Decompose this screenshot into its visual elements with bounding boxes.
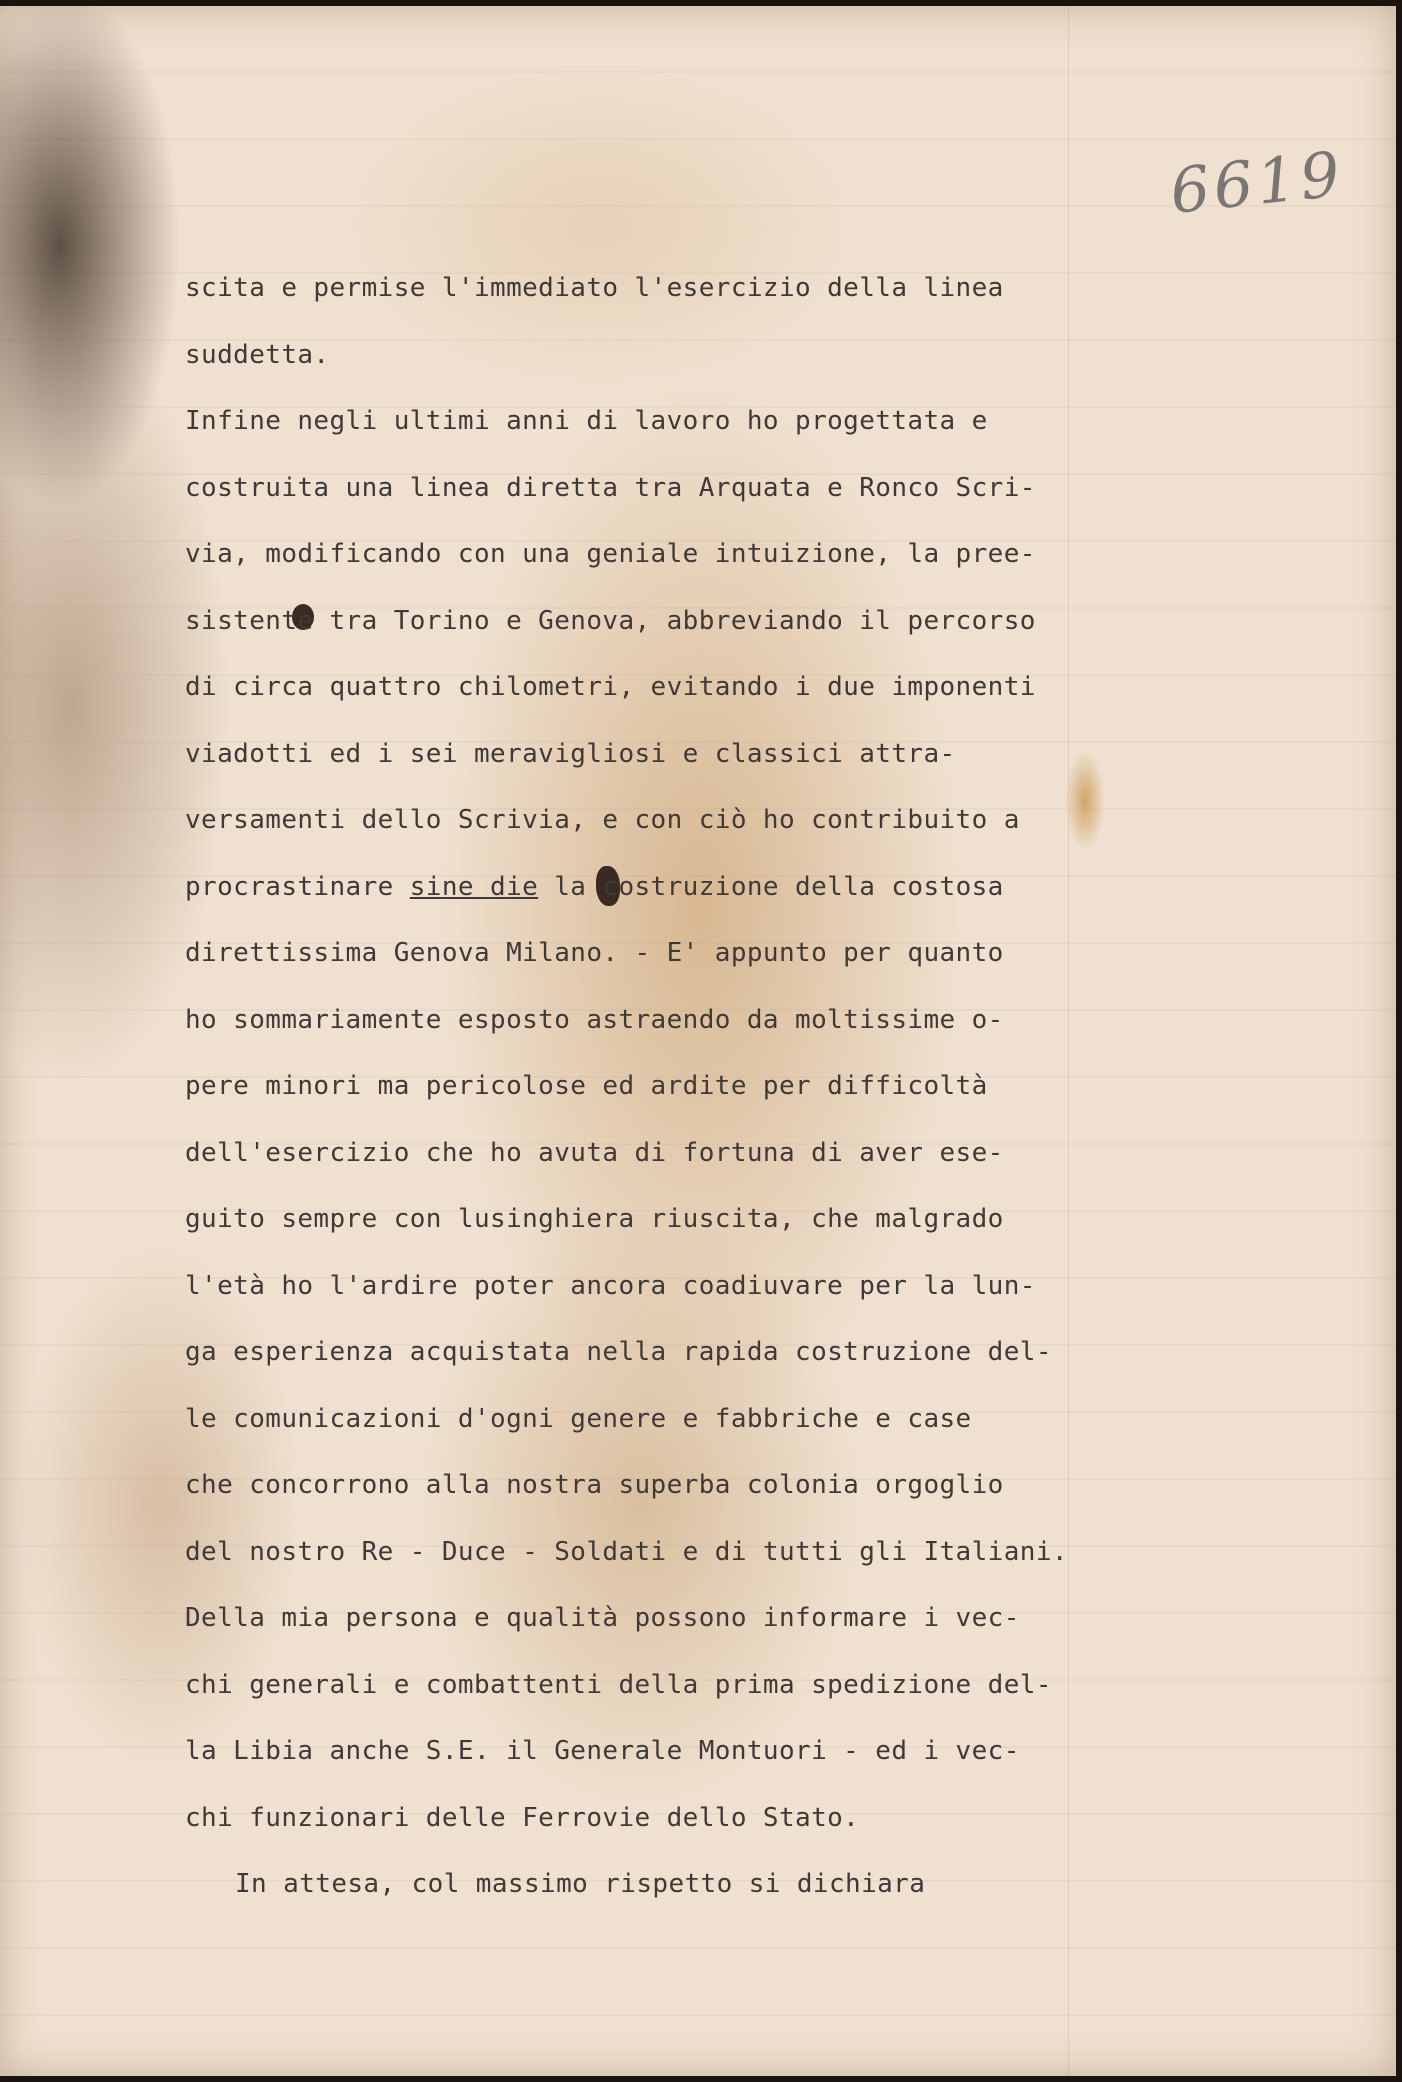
text-line: scita e permise l'immediato l'esercizio della linea: [185, 273, 1004, 303]
text-line: chi funzionari delle Ferrovie dello Stato.: [185, 1802, 860, 1833]
text-line: costruita una linea diretta tra Arquata e Ronco Scri-: [185, 472, 1036, 503]
closing-line: In attesa, col massimo rispetto si dichiara: [235, 1869, 926, 1899]
text-line: direttissima Genova Milano. - E' appunto per quanto: [185, 938, 1004, 968]
text-line: l'età ho l'ardire poter ancora coadiuvare per la lun-: [185, 1270, 1036, 1301]
text-line: viadotti ed i sei meravigliosi e classici attra-: [185, 738, 956, 769]
text-line: di circa quattro chilometri, evitando i due imponenti: [185, 672, 1036, 702]
handwritten-page-number: 6619: [1166, 137, 1348, 228]
text-line: ho sommariamente esposto astraendo da moltissime o-: [185, 1004, 1004, 1035]
text-line: sistente tra Torino e Genova, abbreviando il percorso: [185, 605, 1036, 636]
text-line: la Libia anche S.E. il Generale Montuori - ed i vec-: [185, 1736, 1020, 1766]
text-line: versamenti dello Scrivia, e con ciò ho contribuito a: [185, 805, 1020, 835]
text-line: via, modificando con una geniale intuizione, la pree-: [185, 539, 1036, 569]
text-line: pere minori ma pericolose ed ardite per difficoltà: [185, 1071, 988, 1101]
text-segment: la costruzione della costosa: [538, 871, 1004, 902]
text-line: le comunicazioni d'ogni genere e fabbriche e case: [185, 1403, 972, 1434]
text-line: ga esperienza acquistata nella rapida costruzione del-: [185, 1337, 1052, 1367]
text-line: suddetta.: [185, 339, 330, 370]
text-line: guito sempre con lusinghiera riuscita, che malgrado: [185, 1204, 1004, 1234]
document-page: [0, 6, 1396, 2076]
text-line-with-underline: [185, 867, 1125, 934]
text-line: Infine negli ultimi anni di lavoro ho progettata e: [185, 406, 988, 436]
text-line: chi generali e combattenti della prima spedizione del-: [185, 1669, 1052, 1700]
text-segment: procrastinare: [185, 871, 410, 902]
typed-letter-body: [185, 268, 1125, 1931]
text-line: che concorrono alla nostra superba colonia orgoglio: [185, 1470, 1004, 1500]
text-line: del nostro Re - Duce - Soldati e di tutti gli Italiani.: [185, 1536, 1068, 1567]
text-line: dell'esercizio che ho avuta di fortuna di aver ese-: [185, 1137, 1004, 1168]
text-line: Della mia persona e qualità possono informare i vec-: [185, 1603, 1020, 1633]
underlined-phrase: sine die: [409, 871, 539, 902]
